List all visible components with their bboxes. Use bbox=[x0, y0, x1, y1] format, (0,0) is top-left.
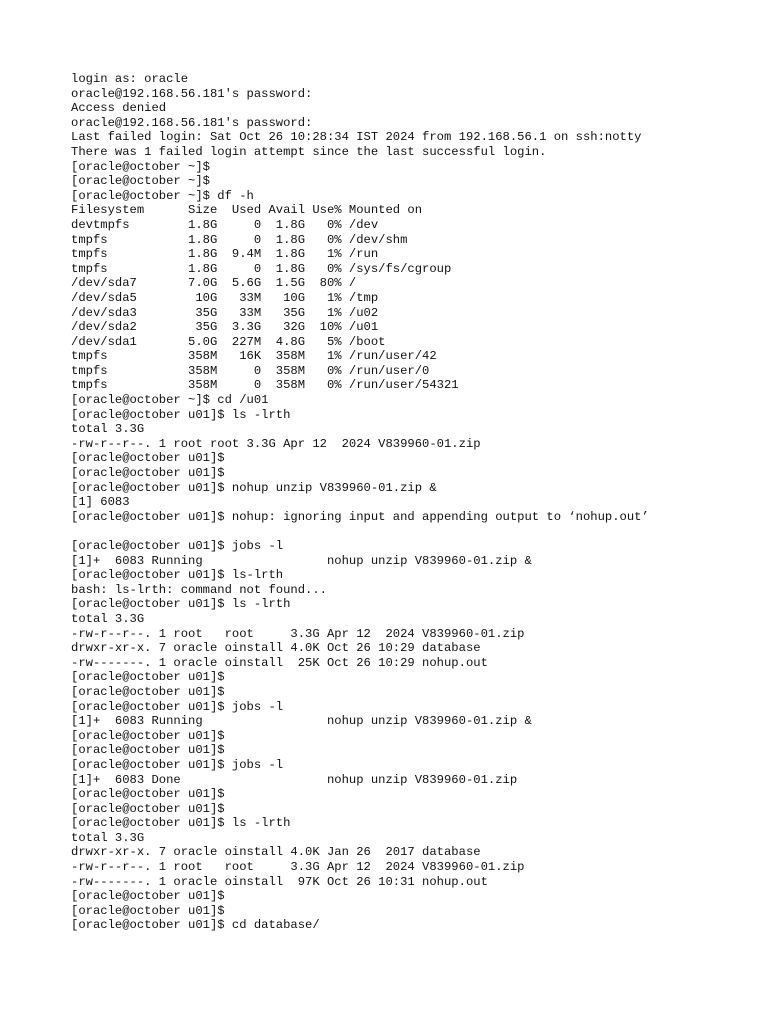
terminal-line: drwxr-xr-x. 7 oracle oinstall 4.0K Oct 26 10:29 database bbox=[71, 641, 481, 656]
terminal-line: [oracle@october u01]$ bbox=[71, 451, 225, 466]
terminal-line: tmpfs 358M 0 358M 0% /run/user/0 bbox=[71, 363, 430, 378]
terminal-line bbox=[71, 524, 761, 539]
terminal-line: [oracle@october ~]$ bbox=[71, 174, 210, 189]
terminal-line: [oracle@october u01]$ bbox=[71, 787, 225, 802]
terminal-line: [1]+ 6083 Running nohup unzip V839960-01.zip & bbox=[71, 553, 532, 568]
terminal-line: [oracle@october u01]$ bbox=[71, 889, 225, 904]
terminal-line: oracle@192.168.56.181's password: bbox=[71, 115, 313, 130]
terminal-line: [oracle@october ~]$ cd /u01 bbox=[71, 393, 269, 408]
terminal-line: /dev/sda1 5.0G 227M 4.8G 5% /boot bbox=[71, 334, 386, 349]
terminal-line: [oracle@october u01]$ bbox=[71, 743, 225, 758]
terminal-line: Last failed login: Sat Oct 26 10:28:34 IST 2024 from 192.168.56.1 on ssh:notty bbox=[71, 130, 642, 145]
terminal-line: total 3.3G bbox=[71, 611, 145, 626]
terminal-line: [oracle@october u01]$ bbox=[71, 728, 225, 743]
terminal-line: tmpfs 358M 0 358M 0% /run/user/54321 bbox=[71, 378, 459, 393]
terminal-line: [oracle@october u01]$ bbox=[71, 903, 225, 918]
terminal-line: [oracle@october u01]$ jobs -l bbox=[71, 699, 284, 714]
terminal-line: -rw-------. 1 oracle oinstall 97K Oct 26 10:31 nohup.out bbox=[71, 874, 488, 889]
terminal-line: Filesystem Size Used Avail Use% Mounted on bbox=[71, 203, 423, 218]
terminal-line: Access denied bbox=[71, 101, 167, 116]
terminal-output bbox=[71, 72, 761, 933]
terminal-line: tmpfs 1.8G 0 1.8G 0% /dev/shm bbox=[71, 232, 408, 247]
terminal-line: [1] 6083 bbox=[71, 495, 130, 510]
terminal-line: tmpfs 358M 16K 358M 1% /run/user/42 bbox=[71, 349, 437, 364]
terminal-line: login as: oracle bbox=[71, 72, 189, 86]
terminal-line: [oracle@october u01]$ ls-lrth bbox=[71, 568, 284, 583]
terminal-line: [oracle@october ~]$ bbox=[71, 159, 210, 174]
terminal-line: -rw-r--r--. 1 root root 3.3G Apr 12 2024 V839960-01.zip bbox=[71, 626, 525, 641]
terminal-line: -rw-------. 1 oracle oinstall 25K Oct 26 10:29 nohup.out bbox=[71, 655, 488, 670]
terminal-line: tmpfs 1.8G 0 1.8G 0% /sys/fs/cgroup bbox=[71, 261, 452, 276]
terminal-line: [oracle@october u01]$ nohup unzip V839960-01.zip & bbox=[71, 480, 437, 495]
terminal-line: tmpfs 1.8G 9.4M 1.8G 1% /run bbox=[71, 247, 379, 262]
terminal-line: drwxr-xr-x. 7 oracle oinstall 4.0K Jan 26 2017 database bbox=[71, 845, 481, 860]
terminal-line: [oracle@october u01]$ ls -lrth bbox=[71, 816, 291, 831]
terminal-line: /dev/sda2 35G 3.3G 32G 10% /u01 bbox=[71, 320, 379, 335]
terminal-line: [oracle@october u01]$ cd database/ bbox=[71, 918, 320, 933]
terminal-line: [oracle@october u01]$ jobs -l bbox=[71, 757, 284, 772]
terminal-line: total 3.3G bbox=[71, 830, 145, 845]
terminal-line: bash: ls-lrth: command not found... bbox=[71, 582, 327, 597]
terminal-line: [oracle@october u01]$ ls -lrth bbox=[71, 407, 291, 422]
terminal-line: [oracle@october ~]$ df -h bbox=[71, 188, 254, 203]
terminal-line: total 3.3G bbox=[71, 422, 145, 437]
terminal-line: There was 1 failed login attempt since the last successful login. bbox=[71, 144, 547, 159]
terminal-line: [oracle@october u01]$ jobs -l bbox=[71, 539, 284, 553]
terminal-line: devtmpfs 1.8G 0 1.8G 0% /dev bbox=[71, 217, 379, 232]
terminal-line: [oracle@october u01]$ ls -lrth bbox=[71, 597, 291, 612]
terminal-line: [oracle@october u01]$ nohup: ignoring input and appending output to ‘nohup.out’ bbox=[71, 509, 649, 524]
terminal-line: /dev/sda5 10G 33M 10G 1% /tmp bbox=[71, 290, 379, 305]
terminal-line: -rw-r--r--. 1 root root 3.3G Apr 12 2024 V839960-01.zip bbox=[71, 436, 481, 451]
terminal-line: -rw-r--r--. 1 root root 3.3G Apr 12 2024 V839960-01.zip bbox=[71, 860, 525, 875]
terminal-line: [oracle@october u01]$ bbox=[71, 466, 225, 481]
terminal-line: [1]+ 6083 Running nohup unzip V839960-01.zip & bbox=[71, 714, 532, 729]
terminal-line: oracle@192.168.56.181's password: bbox=[71, 86, 313, 101]
terminal-line: [oracle@october u01]$ bbox=[71, 684, 225, 699]
terminal-line: [oracle@october u01]$ bbox=[71, 670, 225, 685]
terminal-line: [oracle@october u01]$ bbox=[71, 801, 225, 816]
terminal-line: [1]+ 6083 Done nohup unzip V839960-01.zip bbox=[71, 772, 518, 787]
terminal-line: /dev/sda7 7.0G 5.6G 1.5G 80% / bbox=[71, 276, 357, 291]
terminal-line: /dev/sda3 35G 33M 35G 1% /u02 bbox=[71, 305, 379, 320]
